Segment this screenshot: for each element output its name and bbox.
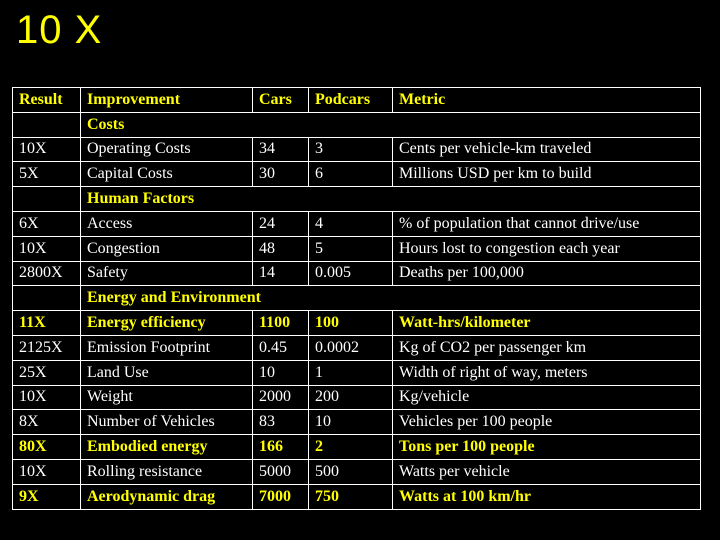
cars-cell: 7000 <box>253 484 309 509</box>
cars-cell: 48 <box>253 236 309 261</box>
podcars-cell: 2 <box>309 435 393 460</box>
improvement-cell: Safety <box>81 261 253 286</box>
metric-cell: Tons per 100 people <box>393 435 701 460</box>
table-body <box>13 112 701 509</box>
podcars-cell: 200 <box>309 385 393 410</box>
cars-cell: 30 <box>253 162 309 187</box>
improvement-cell: Congestion <box>81 236 253 261</box>
result-cell: 5X <box>13 162 81 187</box>
improvement-cell: Rolling resistance <box>81 459 253 484</box>
metric-cell: Width of right of way, meters <box>393 360 701 385</box>
cars-cell: 83 <box>253 410 309 435</box>
result-cell: 8X <box>13 410 81 435</box>
improvement-cell: Operating Costs <box>81 137 253 162</box>
result-cell: 25X <box>13 360 81 385</box>
podcars-cell: 4 <box>309 211 393 236</box>
metric-cell: Hours lost to congestion each year <box>393 236 701 261</box>
section-row <box>13 187 701 212</box>
section-result-cell <box>13 112 81 137</box>
result-cell: 10X <box>13 236 81 261</box>
cars-cell: 14 <box>253 261 309 286</box>
result-cell: 2800X <box>13 261 81 286</box>
header-cars: Cars <box>253 88 309 113</box>
result-cell: 10X <box>13 137 81 162</box>
podcars-cell: 5 <box>309 236 393 261</box>
section-heading: Costs <box>81 112 701 137</box>
section-row <box>13 112 701 137</box>
improvement-cell: Land Use <box>81 360 253 385</box>
cars-cell: 166 <box>253 435 309 460</box>
table-row <box>13 236 701 261</box>
result-cell: 6X <box>13 211 81 236</box>
header-row <box>13 88 701 113</box>
podcars-cell: 3 <box>309 137 393 162</box>
result-cell: 9X <box>13 484 81 509</box>
metric-cell: Watt-hrs/kilometer <box>393 311 701 336</box>
table-row <box>13 137 701 162</box>
metric-cell: Kg of CO2 per passenger km <box>393 335 701 360</box>
result-cell: 10X <box>13 385 81 410</box>
metric-cell: Kg/vehicle <box>393 385 701 410</box>
table-row <box>13 410 701 435</box>
improvement-cell: Capital Costs <box>81 162 253 187</box>
table-row <box>13 484 701 509</box>
cars-cell: 1100 <box>253 311 309 336</box>
result-cell: 11X <box>13 311 81 336</box>
cars-cell: 5000 <box>253 459 309 484</box>
header-improvement: Improvement <box>81 88 253 113</box>
comparison-table <box>12 87 701 510</box>
result-cell: 2125X <box>13 335 81 360</box>
metric-cell: Deaths per 100,000 <box>393 261 701 286</box>
cars-cell: 34 <box>253 137 309 162</box>
metric-cell: % of population that cannot drive/use <box>393 211 701 236</box>
slide-title: 10 X <box>16 8 103 52</box>
header-metric: Metric <box>393 88 701 113</box>
podcars-cell: 10 <box>309 410 393 435</box>
cars-cell: 24 <box>253 211 309 236</box>
podcars-cell: 100 <box>309 311 393 336</box>
section-result-cell <box>13 286 81 311</box>
improvement-cell: Number of Vehicles <box>81 410 253 435</box>
metric-cell: Cents per vehicle-km traveled <box>393 137 701 162</box>
table-row <box>13 360 701 385</box>
section-heading: Human Factors <box>81 187 701 212</box>
section-result-cell <box>13 187 81 212</box>
metric-cell: Vehicles per 100 people <box>393 410 701 435</box>
result-cell: 80X <box>13 435 81 460</box>
table-row <box>13 459 701 484</box>
result-cell: 10X <box>13 459 81 484</box>
cars-cell: 2000 <box>253 385 309 410</box>
table-row <box>13 335 701 360</box>
table-row <box>13 311 701 336</box>
improvement-cell: Aerodynamic drag <box>81 484 253 509</box>
improvement-cell: Weight <box>81 385 253 410</box>
podcars-cell: 750 <box>309 484 393 509</box>
improvement-cell: Access <box>81 211 253 236</box>
section-row <box>13 286 701 311</box>
podcars-cell: 1 <box>309 360 393 385</box>
cars-cell: 0.45 <box>253 335 309 360</box>
podcars-cell: 500 <box>309 459 393 484</box>
metric-cell: Watts per vehicle <box>393 459 701 484</box>
section-heading: Energy and Environment <box>81 286 701 311</box>
cars-cell: 10 <box>253 360 309 385</box>
header-podcars: Podcars <box>309 88 393 113</box>
metric-cell: Millions USD per km to build <box>393 162 701 187</box>
metric-cell: Watts at 100 km/hr <box>393 484 701 509</box>
podcars-cell: 0.005 <box>309 261 393 286</box>
table-row <box>13 261 701 286</box>
header-result: Result <box>13 88 81 113</box>
table-row <box>13 385 701 410</box>
table-row <box>13 162 701 187</box>
podcars-cell: 6 <box>309 162 393 187</box>
table-row <box>13 435 701 460</box>
table-row <box>13 211 701 236</box>
improvement-cell: Embodied energy <box>81 435 253 460</box>
podcars-cell: 0.0002 <box>309 335 393 360</box>
improvement-cell: Emission Footprint <box>81 335 253 360</box>
improvement-cell: Energy efficiency <box>81 311 253 336</box>
